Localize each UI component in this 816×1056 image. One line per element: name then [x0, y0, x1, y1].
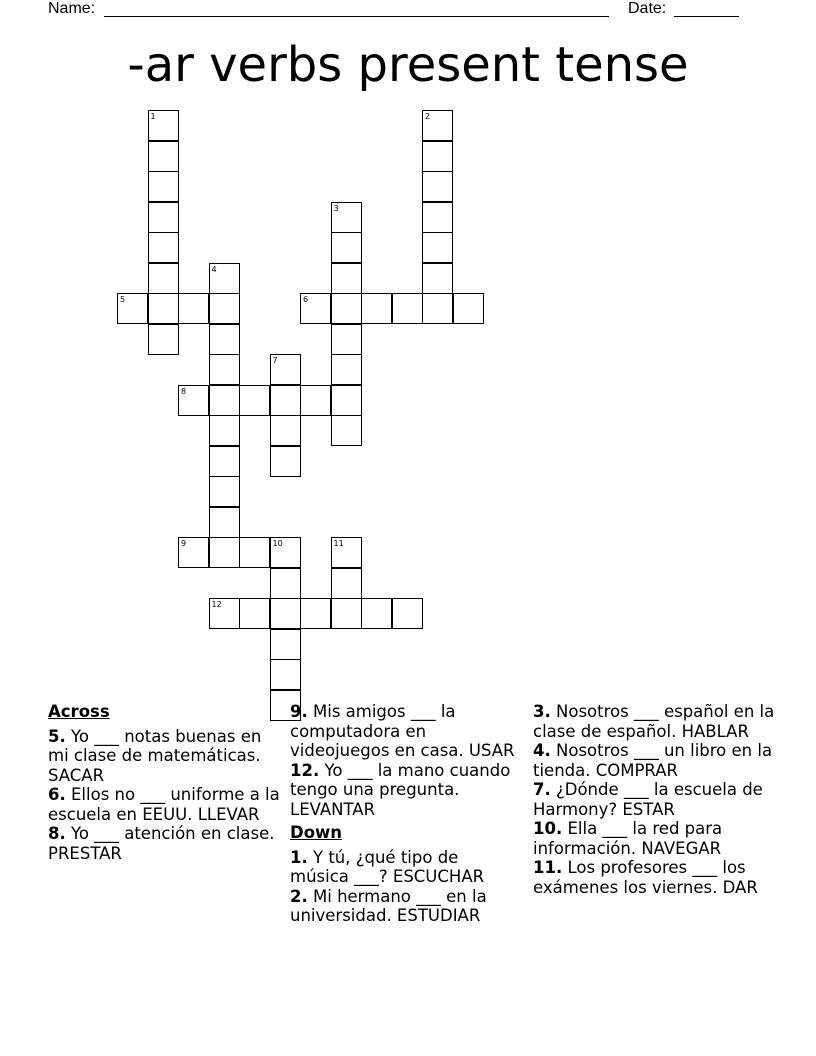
crossword-cell[interactable]	[270, 415, 301, 446]
clue-item-number: 11.	[533, 858, 563, 877]
crossword-cell[interactable]	[392, 293, 423, 324]
crossword-cell[interactable]	[209, 476, 240, 507]
crossword-cell[interactable]	[270, 659, 301, 690]
crossword-cell[interactable]	[361, 293, 392, 324]
crossword-cell[interactable]	[270, 537, 301, 568]
down-heading: Down	[290, 823, 343, 842]
clue-item	[533, 819, 783, 858]
date-label: Date:	[628, 0, 667, 17]
crossword-cell[interactable]	[300, 598, 331, 629]
crossword-cell[interactable]	[178, 385, 209, 416]
crossword-cell[interactable]	[209, 354, 240, 385]
clue-item	[533, 702, 783, 741]
clue-item-number: 1.	[290, 847, 308, 867]
clue-item-text: Yo ___ notas buenas en mi clase de matemáticas. SACAR	[48, 726, 262, 785]
crossword-cell[interactable]	[331, 202, 362, 233]
crossword-cell[interactable]	[392, 598, 423, 629]
crossword-cell[interactable]	[148, 232, 179, 263]
crossword-cell[interactable]	[331, 263, 362, 294]
clue-number: 10	[272, 539, 283, 548]
clues-column-1	[48, 702, 280, 863]
clue-item-text: Ella ___ la red para información. NAVEGAR	[533, 819, 723, 858]
clue-item-text: Yo ___ atención en clase. PRESTAR	[48, 824, 275, 863]
clue-item-number: 10.	[533, 819, 563, 838]
crossword-cell[interactable]	[453, 293, 484, 324]
crossword-cell[interactable]	[178, 293, 209, 324]
crossword-cell[interactable]	[148, 141, 179, 172]
clue-item	[290, 761, 522, 820]
name-label: Name:	[48, 0, 96, 17]
crossword-cell[interactable]	[148, 324, 179, 355]
crossword-cell[interactable]	[178, 537, 209, 568]
across-list-b	[290, 702, 522, 819]
crossword-cell[interactable]	[422, 263, 453, 294]
clue-item-text: Y tú, ¿qué tipo de música ___? ESCUCHAR	[290, 847, 485, 886]
clue-number: 9	[181, 539, 187, 548]
crossword-cell[interactable]	[331, 232, 362, 263]
clue-number: 1	[150, 112, 156, 121]
crossword-cell[interactable]	[422, 110, 453, 141]
crossword-cell[interactable]	[148, 202, 179, 233]
clue-item-text: Nosotros ___ un libro en la tienda. COMPRAR	[533, 741, 773, 780]
crossword-cell[interactable]	[422, 232, 453, 263]
crossword-cell[interactable]	[209, 446, 240, 477]
crossword-cell[interactable]	[270, 446, 301, 477]
crossword-cell[interactable]	[209, 385, 240, 416]
down-list-b	[533, 702, 783, 897]
clue-item	[290, 887, 522, 926]
crossword-cell[interactable]	[209, 263, 240, 294]
clue-number: 6	[303, 295, 309, 304]
crossword-cell[interactable]	[300, 385, 331, 416]
clue-number: 7	[272, 356, 278, 365]
clue-number: 8	[181, 386, 187, 396]
crossword-cell[interactable]	[422, 171, 453, 202]
clue-item-text: Mis amigos ___ la computadora en videojuegos en casa. USAR	[290, 702, 515, 760]
clue-number: 4	[211, 264, 217, 274]
clue-item	[48, 785, 280, 824]
down-list-a	[290, 848, 522, 926]
clues-column-3	[533, 702, 783, 897]
crossword-cell[interactable]	[209, 324, 240, 355]
crossword-cell[interactable]	[209, 293, 240, 324]
clue-item	[533, 780, 783, 819]
clue-item	[290, 702, 522, 761]
clue-item-text: Mi hermano ___ en la universidad. ESTUDIAR	[290, 886, 487, 925]
clue-number: 2	[425, 112, 431, 121]
crossword-cell[interactable]	[331, 568, 362, 599]
crossword-cell[interactable]	[270, 385, 301, 416]
crossword-cell[interactable]	[270, 598, 301, 629]
page-title: -ar verbs present tense	[127, 37, 689, 93]
crossword-cell[interactable]	[422, 293, 453, 324]
clue-number: 11	[333, 539, 344, 548]
crossword-cell[interactable]	[117, 293, 148, 324]
crossword-cell[interactable]	[300, 293, 331, 324]
clue-item-number: 9.	[290, 702, 308, 721]
clue-item-number: 4.	[533, 741, 551, 760]
crossword-cell[interactable]	[239, 385, 270, 416]
clue-item-number: 2.	[290, 886, 308, 906]
clue-number: 3	[333, 203, 339, 213]
clue-item-number: 5.	[48, 726, 66, 746]
crossword-cell[interactable]	[331, 293, 362, 324]
clue-item-text: Yo ___ la mano cuando tengo una pregunta. LEVANTAR	[290, 760, 511, 819]
clue-item	[48, 824, 280, 863]
clue-item-text: Nosotros ___ español en la clase de español. HABLAR	[533, 702, 775, 741]
crossword-cell[interactable]	[148, 263, 179, 294]
crossword-cell[interactable]	[331, 324, 362, 355]
across-list-a	[48, 727, 280, 864]
crossword-cell[interactable]	[239, 598, 270, 629]
crossword-cell[interactable]	[209, 507, 240, 538]
crossword-cell[interactable]	[331, 598, 362, 629]
crossword-cell[interactable]	[239, 537, 270, 568]
clue-item-number: 3.	[533, 702, 551, 721]
crossword-cell[interactable]	[209, 415, 240, 446]
clue-number: 12	[211, 600, 222, 609]
across-heading: Across	[48, 702, 110, 721]
clue-item-number: 7.	[533, 780, 551, 799]
crossword-cell[interactable]	[270, 354, 301, 385]
crossword-cell[interactable]	[209, 537, 240, 568]
clue-item-text: Los profesores ___ los exámenes los viernes. DAR	[533, 858, 758, 897]
clue-item-text: ¿Dónde ___ la escuela de Harmony? ESTAR	[533, 780, 763, 819]
clue-item	[48, 727, 280, 786]
crossword-cell[interactable]	[148, 293, 179, 324]
clue-number: 5	[120, 295, 126, 304]
crossword-cell[interactable]	[331, 537, 362, 568]
crossword-cell[interactable]	[148, 110, 179, 141]
clue-item-number: 8.	[48, 824, 66, 843]
clues-column-2	[290, 702, 522, 926]
crossword-cell[interactable]	[331, 354, 362, 385]
crossword-cell[interactable]	[270, 629, 301, 660]
clue-item	[290, 848, 522, 887]
crossword-cell[interactable]	[331, 385, 362, 416]
clue-item	[533, 741, 783, 780]
crossword-cell[interactable]	[331, 415, 362, 446]
clue-item	[533, 858, 783, 897]
crossword-cell[interactable]	[361, 598, 392, 629]
clue-item-number: 6.	[48, 785, 66, 804]
crossword-cell[interactable]	[270, 568, 301, 599]
crossword-cell[interactable]	[422, 202, 453, 233]
crossword-cell[interactable]	[422, 141, 453, 172]
crossword-cell[interactable]	[148, 171, 179, 202]
crossword-cell[interactable]	[209, 598, 240, 629]
clue-item-number: 12.	[290, 760, 320, 780]
clue-item-text: Ellos no ___ uniforme a la escuela en EEUU. LLEVAR	[48, 785, 280, 824]
